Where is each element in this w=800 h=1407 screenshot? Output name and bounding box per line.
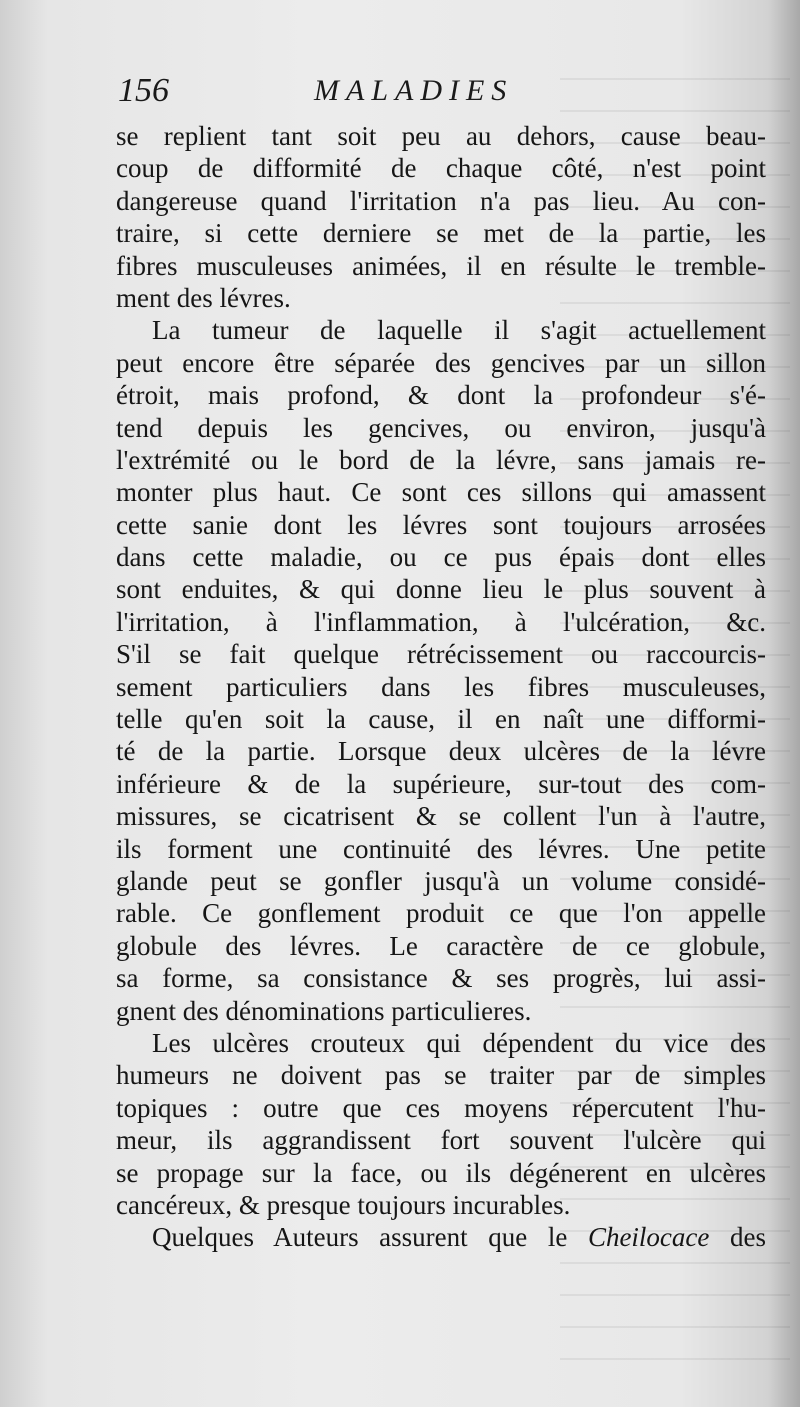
text-line: cette sanie dont les lévres sont toujours arrosées (116, 509, 766, 540)
text-line: coup de difformité de chaque côté, n'est point (116, 153, 766, 184)
text-line: meur, ils aggrandissent fort souvent l'ulcère qui (116, 1125, 766, 1156)
text-line: rable. Ce gonflement produit ce que l'on appelle (116, 898, 766, 929)
text-line: telle qu'en soit la cause, il en naît une difformi- (116, 704, 766, 735)
body-text (116, 120, 766, 1254)
text-line-last (116, 1221, 766, 1253)
page-number: 156 (118, 72, 169, 109)
text-line: se replient tant soit peu au dehors, cause beau- (116, 121, 766, 151)
text-line: ils forment une continuité des lévres. Une petite (116, 833, 766, 864)
text-line: sa forme, sa consistance & ses progrès, lui assi- (116, 963, 766, 994)
text-line: globule des lévres. Le caractère de ce globule, (116, 930, 766, 961)
text-line: peut encore être séparée des gencives par un sillon (116, 347, 766, 378)
text-line: étroit, mais profond, & dont la profondeur s'é- (116, 380, 766, 411)
text-line: sont enduites, & qui donne lieu le plus souvent à (116, 574, 766, 605)
text-line: inférieure & de la supérieure, sur-tout des com- (116, 768, 766, 799)
italic-term: Cheilocace (587, 1222, 710, 1253)
text-fragment: Quelques Auteurs assurent que le (152, 1222, 588, 1253)
text-line: ment des lévres. (116, 282, 291, 313)
text-line: dangereuse quand l'irritation n'a pas lieu. Au con- (116, 185, 766, 216)
text-line: té de la partie. Lorsque deux ulcères de la lévre (116, 736, 766, 767)
text-line: La tumeur de laquelle il s'agit actuellement (152, 315, 766, 346)
text-line: fibres musculeuses animées, il en résulte le tremble- (116, 250, 766, 281)
text-line: glande peut se gonfler jusqu'à un volume considé- (116, 865, 766, 896)
text-line: l'irritation, à l'inflammation, à l'ulcération, &c. (116, 606, 766, 637)
text-line: humeurs ne doivent pas se traiter par de simples (116, 1060, 766, 1091)
text-line: dans cette maladie, ou ce pus épais dont elles (116, 542, 766, 573)
text-line: traire, si cette derniere se met de la partie, les (116, 218, 766, 249)
text-line: S'il se fait quelque rétrécissement ou raccourcis- (116, 639, 766, 670)
text-line: topiques : outre que ces moyens répercutent l'hu- (116, 1092, 766, 1123)
text-line: l'extrémité ou le bord de la lévre, sans jamais re- (116, 444, 766, 475)
text-line: monter plus haut. Ce sont ces sillons qui amassent (116, 477, 766, 508)
text-fragment: des (709, 1222, 766, 1253)
text-line: se propage sur la face, ou ils dégénerent en ulcères (116, 1157, 766, 1188)
text-line: sement particuliers dans les fibres musculeuses, (116, 671, 766, 702)
text-line: missures, se cicatrisent & se collent l'un à l'autre, (116, 801, 766, 832)
text-line: gnent des dénominations particulieres. (116, 995, 532, 1026)
running-head: MALADIES (314, 74, 514, 107)
text-line: Les ulcères crouteux qui dépendent du vice des (152, 1027, 766, 1058)
text-line: cancéreux, & presque toujours incurables. (116, 1189, 571, 1220)
page-header (118, 72, 768, 122)
text-line: tend depuis les gencives, ou environ, jusqu'à (116, 412, 766, 443)
